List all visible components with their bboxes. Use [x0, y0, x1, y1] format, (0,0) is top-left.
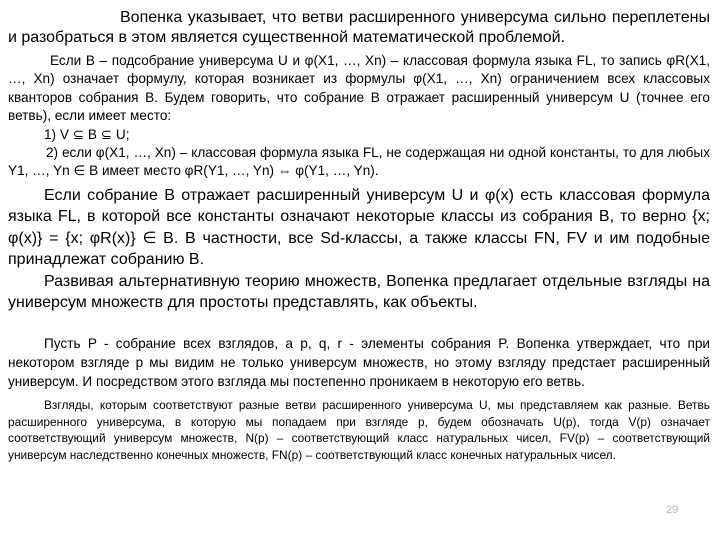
paragraph-views-branches: Взгляды, которым соответствуют разные ветви расширенного универсума U, мы представляем как разные. Ветвь расширенного универсума, в которую мы попадаем при взгляде p, будем обозначать U(p), тогда V(p) означает соответствующий универсум множеств, N(p) – соответствующий класс натуральных чисел, FV(p) – соответствующий универсум наследственно конечных множеств, FN(p) – соответствующий класс конечных натуральных чисел.	[8, 397, 710, 463]
paragraph-views-collection: Пусть P ‑ собрание всех взглядов, а p, q, r ‑ элементы собрания P. Вопенка утверждает, что при некотором взгляде p мы видим не только универсум множеств, но этому взгляду предстает расширенный универсум. И посредством этого взгляда мы постепенно проникаем в некоторую его ветвь.	[8, 335, 710, 389]
condition-1: 1) V ⊆ B ⊆ U;	[44, 126, 130, 142]
page-number: 29	[666, 504, 679, 516]
paragraph-vopenka-branches: Вопенка указывает, что ветви расширенного универсума сильно переплетены и разобраться в этом является существенной математической проблемой.	[8, 9, 710, 46]
paragraph-reflection-definition: Если B – подсобрание универсума U и φ(X1, …, Xn) – классовая формула языка FL, то запись φR(X1, …, Xn) означает формулу, которая возникает из формулы φ(X1, …, Xn) ограничением всех классовых кванторов собрания B. Будем говорить, что собрание B отражает расширенный универсум U (точнее его ветвь), если имеет место:	[8, 53, 710, 124]
paragraph-alternative-theory: Развивая альтернативную теорию множеств, Вопенка предлагает отдельные взгляды на универсум множеств для простоты представлять, как объекты.	[8, 272, 710, 312]
condition-2: 2) если φ(X1, …, Xn) – классовая формула языка FL, не содержащая ни одной константы, то для любых Y1, …, Yn ∈ B имеет место φR(Y1, …, Yn) ⇔ φ(Y1, …, Yn).	[8, 145, 710, 179]
paragraph-class-formula: Если собрание B отражает расширенный универсум U и φ(x) есть классовая формула языка FL, в которой все константы означают некоторые классы из собрания B, то верно {x; φ(x)} = {x; φR(x)} ∈ B. В частности, все Sd‑классы, а также классы FN, FV и им подобные принадлежат собранию B.	[8, 186, 710, 269]
